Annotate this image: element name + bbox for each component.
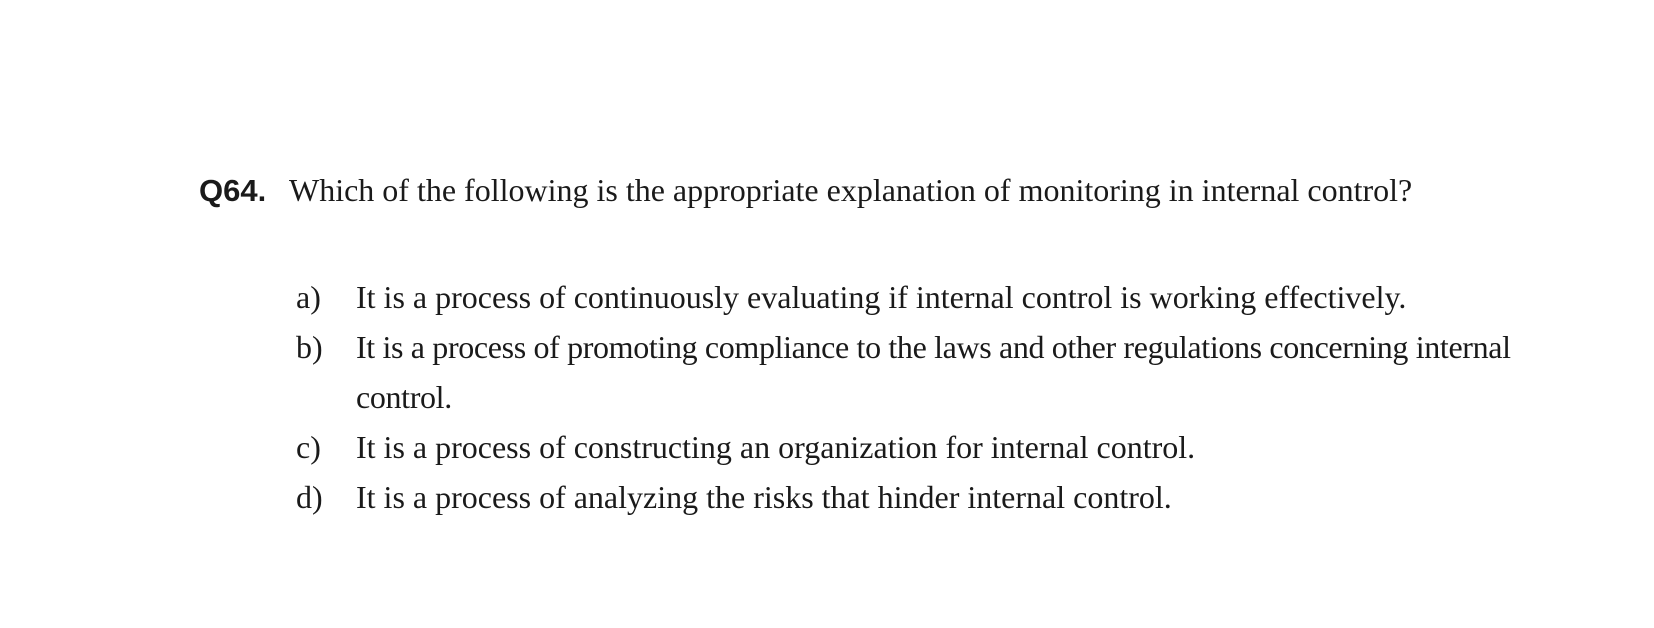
option-text: It is a process of constructing an organization for internal control. bbox=[356, 429, 1196, 465]
option-letter: d) bbox=[296, 479, 323, 515]
option-letter: b) bbox=[296, 329, 323, 365]
option-text: It is a process of promoting compliance to the laws and other regulations concerning internal control. bbox=[356, 329, 1511, 415]
option-text: It is a process of continuously evaluating if internal control is working effectively. bbox=[356, 279, 1407, 315]
option-d bbox=[296, 472, 1596, 522]
option-text: It is a process of analyzing the risks that hinder internal control. bbox=[356, 479, 1172, 515]
answer-options bbox=[296, 272, 1596, 522]
question bbox=[199, 172, 1619, 209]
question-text: Which of the following is the appropriate explanation of monitoring in internal control? bbox=[289, 172, 1413, 208]
question-number: Q64. bbox=[199, 173, 267, 208]
option-letter: c) bbox=[296, 429, 321, 465]
option-a bbox=[296, 272, 1596, 322]
option-c bbox=[296, 422, 1596, 472]
option-b bbox=[296, 322, 1596, 422]
option-letter: a) bbox=[296, 279, 321, 315]
